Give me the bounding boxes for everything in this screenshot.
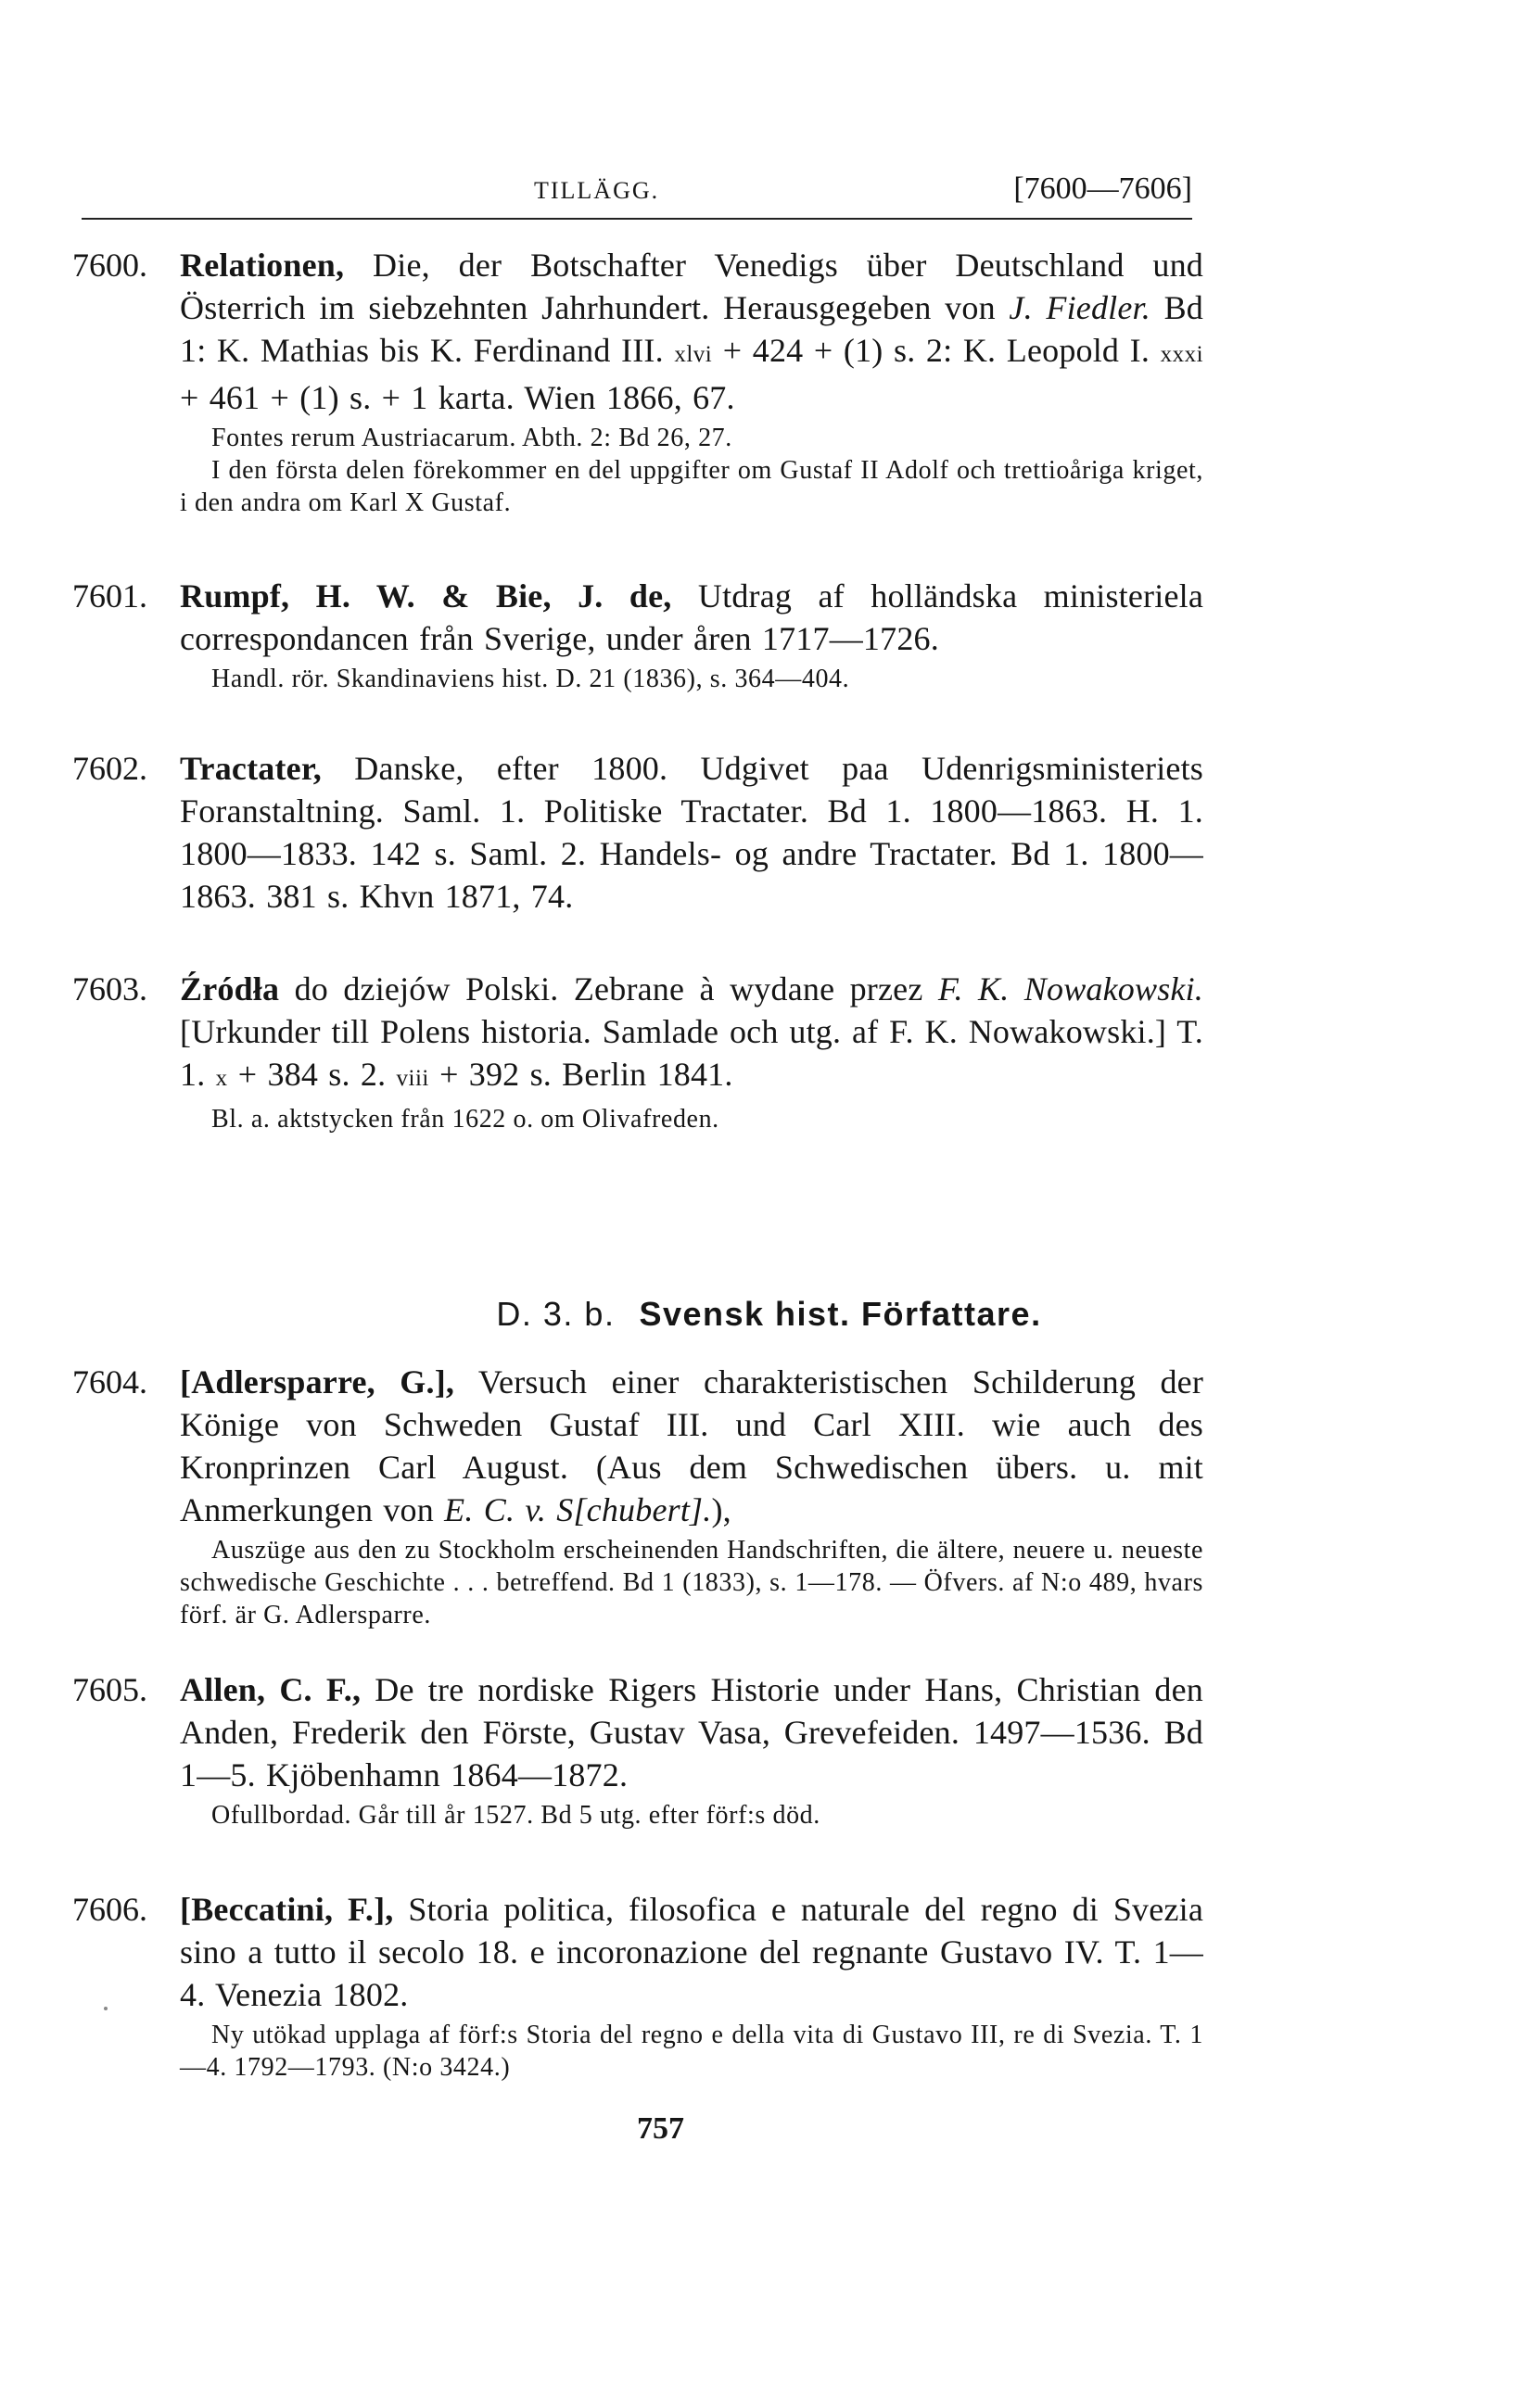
margin-mark <box>104 2007 108 2010</box>
running-head <box>82 171 1192 220</box>
section-heading <box>0 1295 1538 1334</box>
entry-author: Relationen, <box>180 247 345 284</box>
entry-note: Bl. a. aktstycken från 1622 o. om Olivafreden. <box>211 1105 719 1134</box>
entry-number: 7603. <box>72 970 147 1008</box>
entry-number: 7605. <box>72 1671 147 1708</box>
section-code: D. 3. b. <box>496 1295 616 1333</box>
entry-note: Handl. rör. Skandinaviens hist. D. 21 (1836), s. 364—404. <box>211 665 850 693</box>
entry-text: [Adlersparre, G.], Versuch einer charakteristischen Schilderung der Könige von Schweden Gustaf III. und Carl XIII. wie auch des Kronprinzen Carl August. (Aus dem Schwedischen übers. u. mit Anmerkungen von E. C. v. S[chubert].), <box>180 1363 1204 1528</box>
running-head-range: [7600—7606] <box>1013 171 1192 206</box>
entry-author: Tractater, <box>180 750 322 787</box>
entry-text: Rumpf, H. W. & Bie, J. de, Utdrag af holländska ministeriela correspondancen från Sverige, under åren 1717—1726. <box>180 577 1204 657</box>
entry-7603 <box>72 968 1203 1135</box>
entry-number: 7600. <box>72 247 147 284</box>
entry-note: Ofullbordad. Går till år 1527. Bd 5 utg. efter förf:s död. <box>211 1801 820 1830</box>
entry-text: Źródła do dziejów Polski. Zebrane à wydane przez F. K. Nowakowski. [Urkunder till Polens historia. Samlade och utg. af F. K. Nowakowski.] T. 1. x + 384 s. 2. viii + 392 s. Berlin 1841. <box>180 970 1203 1093</box>
entry-text: Tractater, Danske, efter 1800. Udgivet paa Udenrigsministeriets Foranstaltning. Saml. 1. Politiske Tractater. Bd 1. 1800—1863. H. 1. 1800—1833. 142 s. Saml. 2. Handels- og andre Tractater. Bd 1. 1800—1863. 381 s. Khvn 1871, 74. <box>180 750 1203 915</box>
entry-7605 <box>72 1668 1203 1831</box>
entry-note: Auszüge aus den zu Stockholm erscheinenden Handschriften, die ältere, neuere u. neueste schwedische Geschichte . . . betreffend. Bd 1 (1833), s. 1—178. — Öfvers. af N:o 489, hvars förf. är G. Adlersparre. <box>180 1536 1203 1629</box>
entry-7604 <box>72 1361 1203 1631</box>
entry-text: Allen, C. F., De tre nordiske Rigers Historie under Hans, Christian den Anden, Frederik den Förste, Gustav Vasa, Grevefeiden. 1497—1536. Bd 1—5. Kjöbenhamn 1864—1872. <box>180 1671 1203 1793</box>
entry-number: 7601. <box>72 577 147 615</box>
entry-7606 <box>72 1888 1203 2084</box>
running-head-title: TILLÄGG. <box>534 177 660 204</box>
entry-number: 7604. <box>72 1363 147 1400</box>
entry-number: 7606. <box>72 1891 147 1928</box>
page-number: 757 <box>637 2111 684 2146</box>
entry-7601 <box>72 575 1203 695</box>
entry-note: Fontes rerum Austriacarum. Abth. 2: Bd 26, 27. I den första delen förekommer en del uppgifter om Gustaf II Adolf och trettioåriga kriget, i den andra om Karl X Gustaf. <box>180 424 1203 517</box>
entry-author: Rumpf, H. W. & Bie, J. de, <box>180 577 672 615</box>
entry-number: 7602. <box>72 750 147 787</box>
entry-7602 <box>72 747 1203 918</box>
entry-text: Relationen, Die, der Botschafter Venedigs über Deutschland und Österrich im siebzehnten Jahrhundert. Herausgegeben von J. Fiedler. Bd 1: K. Mathias bis K. Ferdinand III. xlvi + 424 + (1) s. 2: K. Leopold I. xxxi + 461 + (1) s. + 1 karta. Wien 1866, 67. <box>180 247 1204 416</box>
entry-7600 <box>72 244 1203 519</box>
entry-author: Źródła <box>180 970 280 1008</box>
entry-text: [Beccatini, F.], Storia politica, filosofica e naturale del regno di Svezia sino a tutto il secolo 18. e incoronazione del regnante Gustavo IV. T. 1—4. Venezia 1802. <box>180 1891 1203 2013</box>
entry-author: [Adlersparre, G.], <box>180 1363 455 1400</box>
entry-author: Allen, C. F., <box>180 1671 362 1708</box>
section-title: Svensk hist. Författare. <box>639 1295 1042 1333</box>
entry-note: Ny utökad upplaga af förf:s Storia del regno e della vita di Gustavo III, re di Svezia. T. 1—4. 1792—1793. (N:o 3424.) <box>180 2021 1203 2082</box>
entry-author: [Beccatini, F.], <box>180 1891 394 1928</box>
